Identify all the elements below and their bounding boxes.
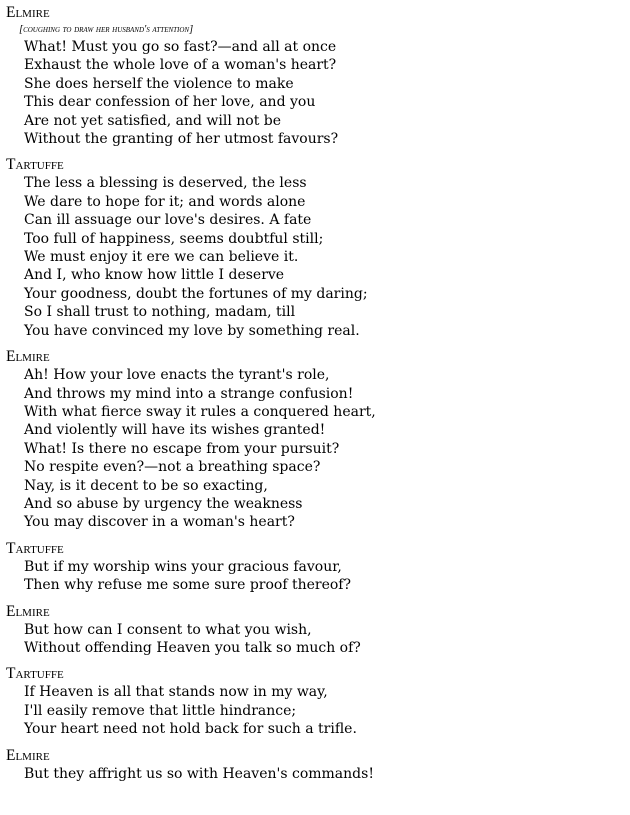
- speaker-name: Elmire: [6, 746, 50, 764]
- verse-line: Can ill assuage our love's desires. A fate: [24, 212, 312, 229]
- verse-line: Exhaust the whole love of a woman's heart?: [24, 57, 337, 74]
- speech-block: [6, 348, 630, 532]
- verse-line: We dare to hope for it; and words alone: [24, 193, 306, 210]
- speaker-name: Elmire: [6, 602, 50, 620]
- verse-line: Ah! How your love enacts the tyrant's role,: [24, 367, 330, 384]
- verse-line: With what fierce sway it rules a conquered heart,: [24, 403, 376, 420]
- speech-block: [6, 603, 630, 658]
- verse-line: This dear confession of her love, and you: [24, 94, 316, 111]
- verse-line: Then why refuse me some sure proof thereof?: [24, 577, 351, 594]
- verse-line: But they affright us so with Heaven's commands!: [24, 765, 374, 782]
- verse-line: And throws my mind into a strange confusion!: [24, 385, 354, 402]
- verse-line: But how can I consent to what you wish,: [24, 621, 312, 638]
- speaker-name: Tartuffe: [6, 539, 64, 557]
- verse-line: So I shall trust to nothing, madam, till: [24, 304, 296, 321]
- verse-line: The less a blessing is deserved, the less: [24, 175, 307, 192]
- verse-line: Are not yet satisfied, and will not be: [24, 112, 282, 129]
- verse-line: What! Must you go so fast?—and all at once: [24, 39, 337, 55]
- verse-line: Your goodness, doubt the fortunes of my daring;: [24, 285, 368, 302]
- verse-line: But if my worship wins your gracious favour,: [24, 558, 342, 575]
- verse-line: We must enjoy it ere we can believe it.: [24, 249, 299, 266]
- verse-line: She does herself the violence to make: [24, 75, 294, 92]
- verse-line: I'll easily remove that little hindrance;: [24, 702, 297, 719]
- speaker-name: Tartuffe: [6, 665, 64, 683]
- speaker-name: Elmire: [6, 4, 50, 21]
- speaker-name: Elmire: [6, 348, 50, 366]
- verse-line: If Heaven is all that stands now in my way,: [24, 684, 328, 701]
- stage-direction: [coughing to draw her husband's attention]: [19, 24, 194, 35]
- verse-line: Without the granting of her utmost favours?: [24, 131, 339, 148]
- speech-block: [6, 665, 630, 738]
- verse-line: Without offending Heaven you talk so much of?: [24, 639, 361, 656]
- verse-line: And so abuse by urgency the weakness: [24, 495, 303, 512]
- speech-block: [6, 156, 630, 340]
- verse-line: Too full of happiness, seems doubtful still;: [24, 230, 324, 247]
- speech-block: [6, 4, 630, 148]
- speech-block: [6, 747, 630, 783]
- speaker-name: Tartuffe: [6, 156, 64, 174]
- verse-line: And I, who know how little I deserve: [24, 267, 285, 284]
- verse-line: Your heart need not hold back for such a trifle.: [24, 721, 357, 738]
- speech-block: [6, 540, 630, 595]
- verse-line: What! Is there no escape from your pursuit?: [24, 440, 340, 457]
- verse-line: You may discover in a woman's heart?: [24, 514, 295, 531]
- verse-line: You have convinced my love by something real.: [24, 322, 360, 339]
- verse-line: Nay, is it decent to be so exacting,: [24, 477, 268, 494]
- verse-line: And violently will have its wishes granted!: [24, 422, 326, 439]
- verse-line: No respite even?—not a breathing space?: [24, 459, 321, 476]
